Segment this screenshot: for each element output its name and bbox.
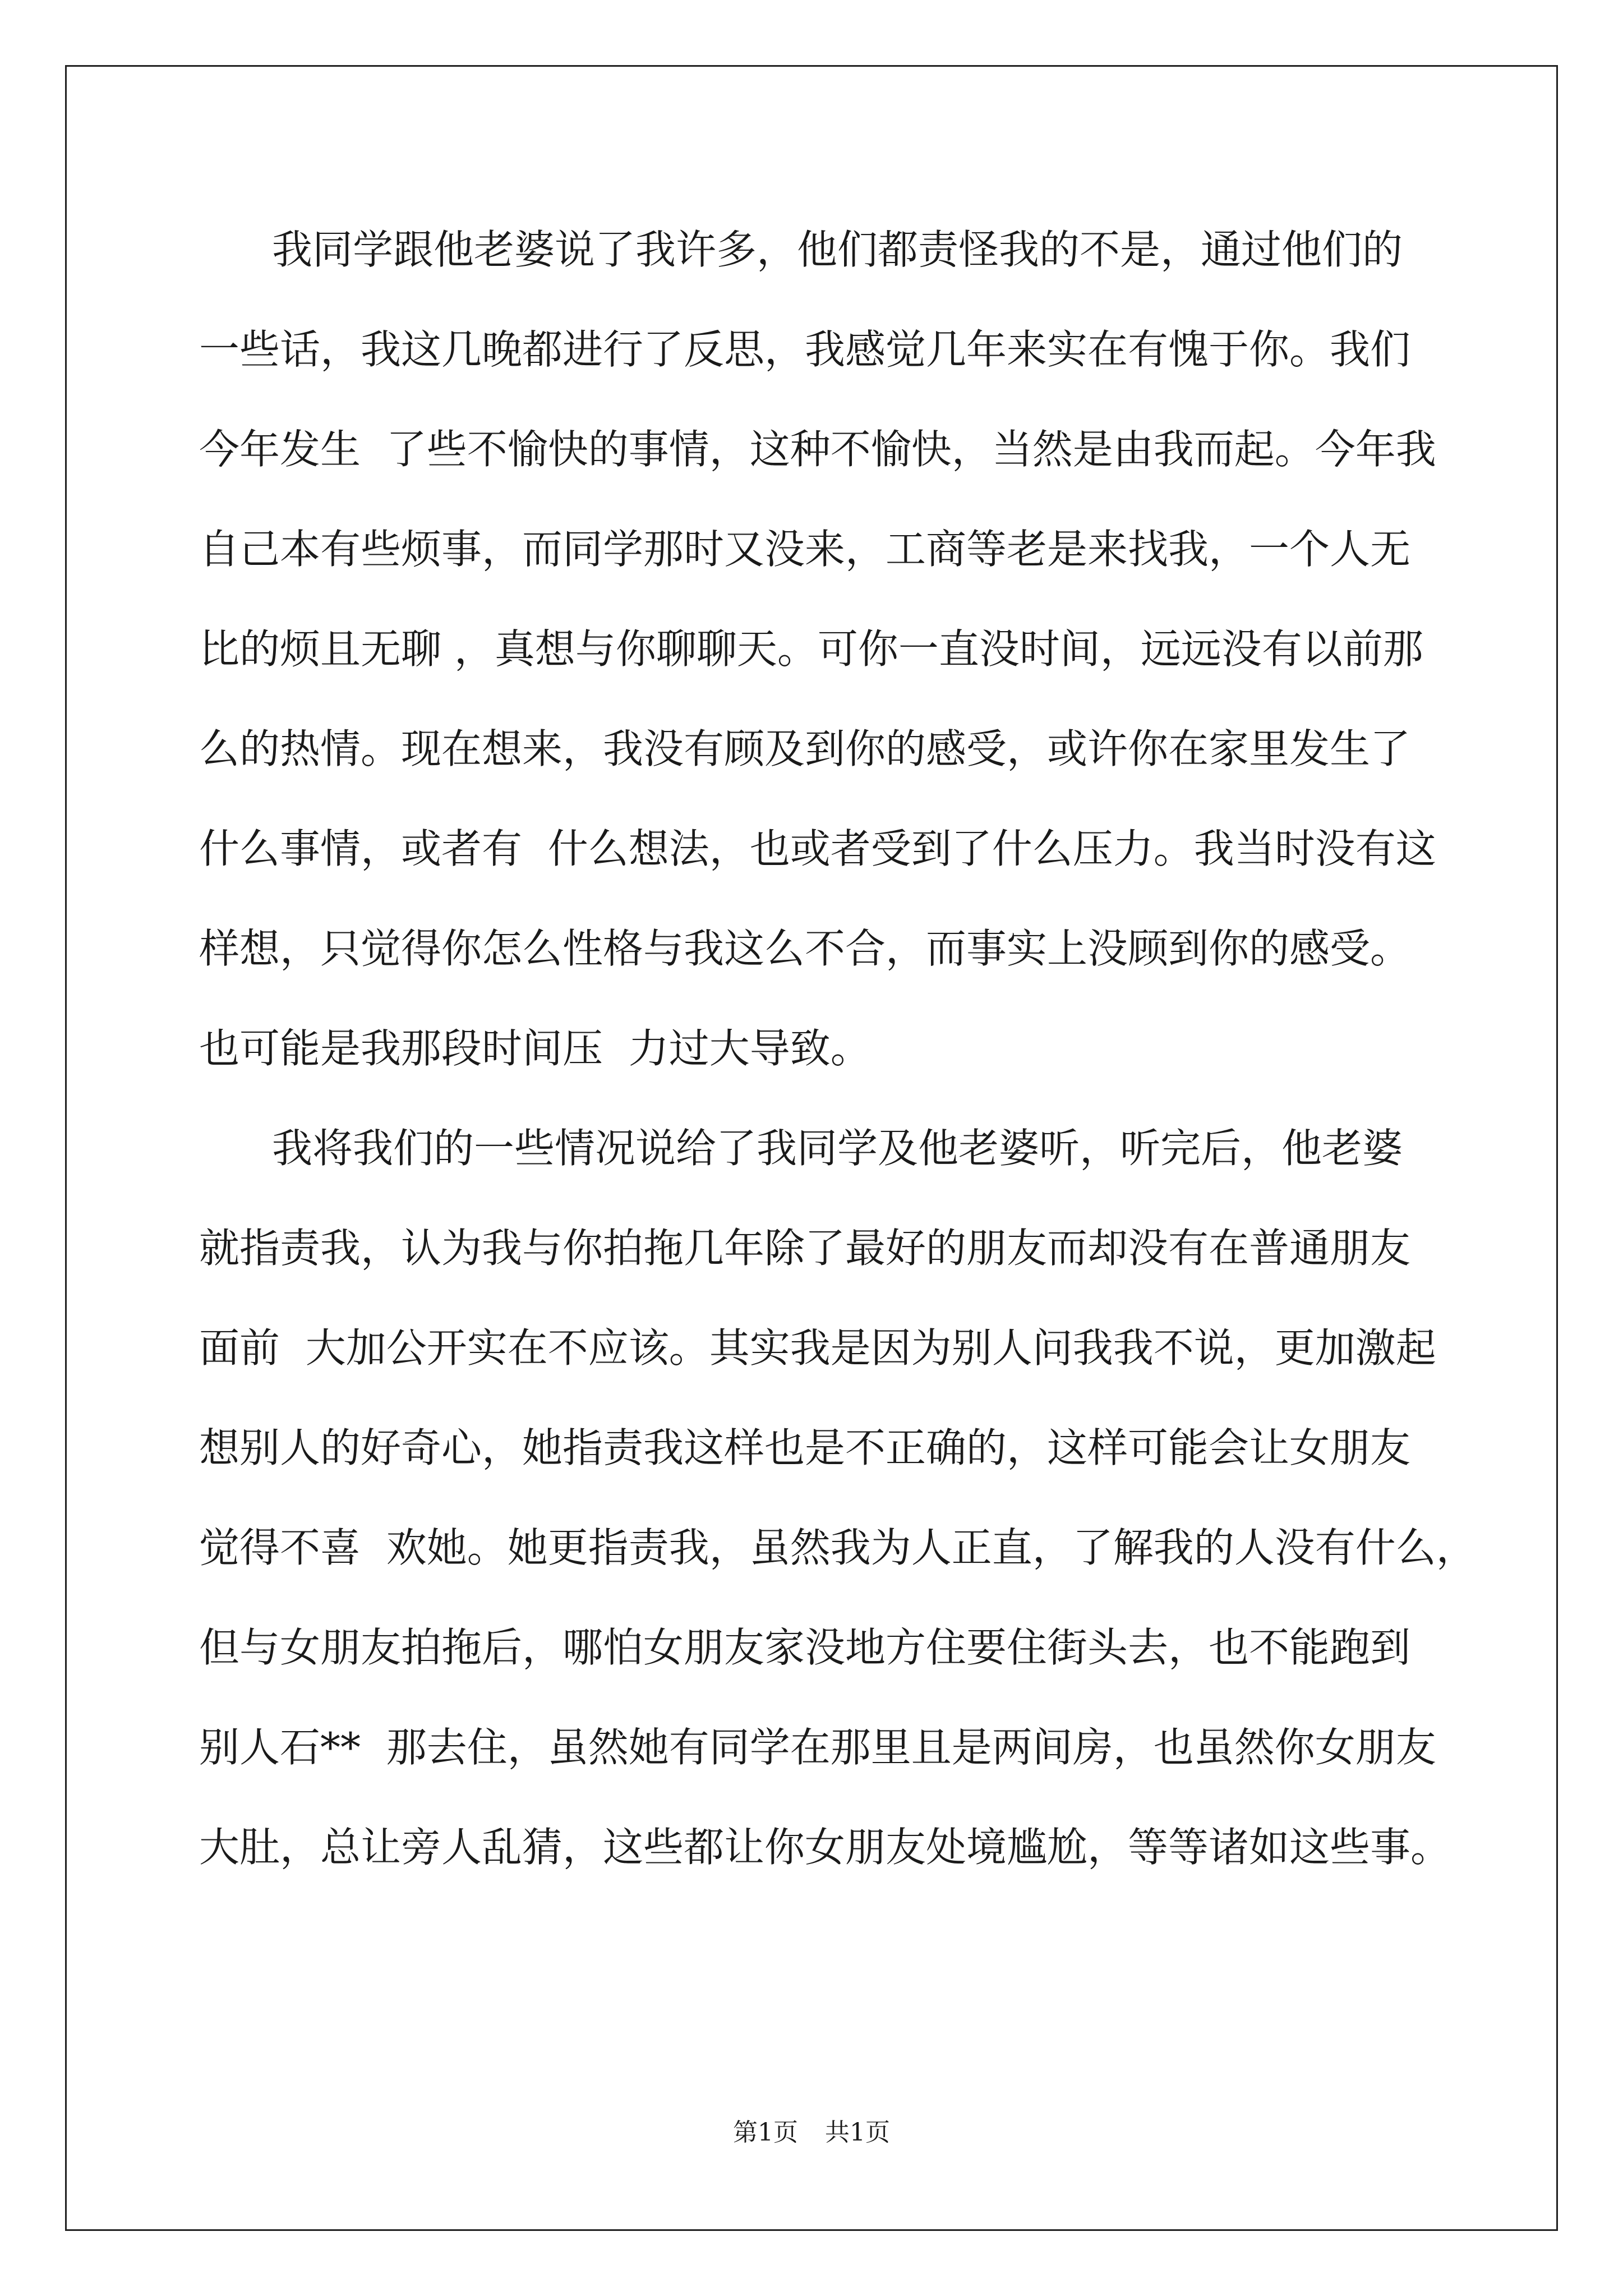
- text-line: 一些话，我这几晚都进行了反思，我感觉几年来实在有愧于你。我们: [199, 326, 1411, 373]
- paragraph-2: [199, 1112, 1477, 1911]
- text-line: 自己本有些烦事，而同学那时又没来，工商等老是来找我，一个人无: [199, 526, 1411, 573]
- document-body: [199, 213, 1477, 1911]
- text-line: 也可能是我那段时间压 力过大导致。: [199, 1025, 871, 1072]
- text-line: 我将我们的一些情况说给了我同学及他老婆听，听完后，他老婆: [272, 1125, 1403, 1172]
- page-total: 共1页: [825, 2118, 890, 2147]
- text-line: 么的热情。现在想来，我没有顾及到你的感受，或许你在家里发生了: [199, 725, 1411, 772]
- text-line: 我同学跟他老婆说了我许多，他们都责怪我的不是，通过他们的: [272, 226, 1403, 273]
- text-line: 想别人的好奇心，她指责我这样也是不正确的，这样可能会让女朋友: [199, 1424, 1411, 1471]
- text-line: 样想，只觉得你怎么性格与我这么不合，而事实上没顾到你的感受。: [199, 925, 1411, 972]
- paragraph-1: [199, 213, 1436, 1112]
- text-line: 什么事情，或者有 什么想法，也或者受到了什么压力。我当时没有这: [199, 825, 1436, 872]
- text-line: 觉得不喜 欢她。她更指责我，虽然我为人正直，了解我的人没有什么，: [199, 1524, 1477, 1571]
- text-line: 别人石** 那去住，虽然她有同学在那里且是两间房，也虽然你女朋友: [199, 1724, 1436, 1771]
- text-line: 大肚，总让旁人乱猜，这些都让你女朋友处境尴尬，等等诸如这些事。: [199, 1824, 1451, 1871]
- text-line: 但与女朋友拍拖后，哪怕女朋友家没地方住要住街头去，也不能跑到: [199, 1624, 1411, 1671]
- text-line: 就指责我，认为我与你拍拖几年除了最好的朋友而却没有在普通朋友: [199, 1225, 1411, 1272]
- page-footer: [0, 2112, 1623, 2148]
- text-line: 面前 大加公开实在不应该。其实我是因为别人问我我不说，更加激起: [199, 1324, 1436, 1372]
- page-number: 第1页: [733, 2118, 798, 2147]
- text-line: 今年发生 了些不愉快的事情，这种不愉快，当然是由我而起。今年我: [199, 426, 1436, 473]
- text-line: 比的烦且无聊 ，真想与你聊聊天。可你一直没时间，远远没有以前那: [199, 625, 1423, 673]
